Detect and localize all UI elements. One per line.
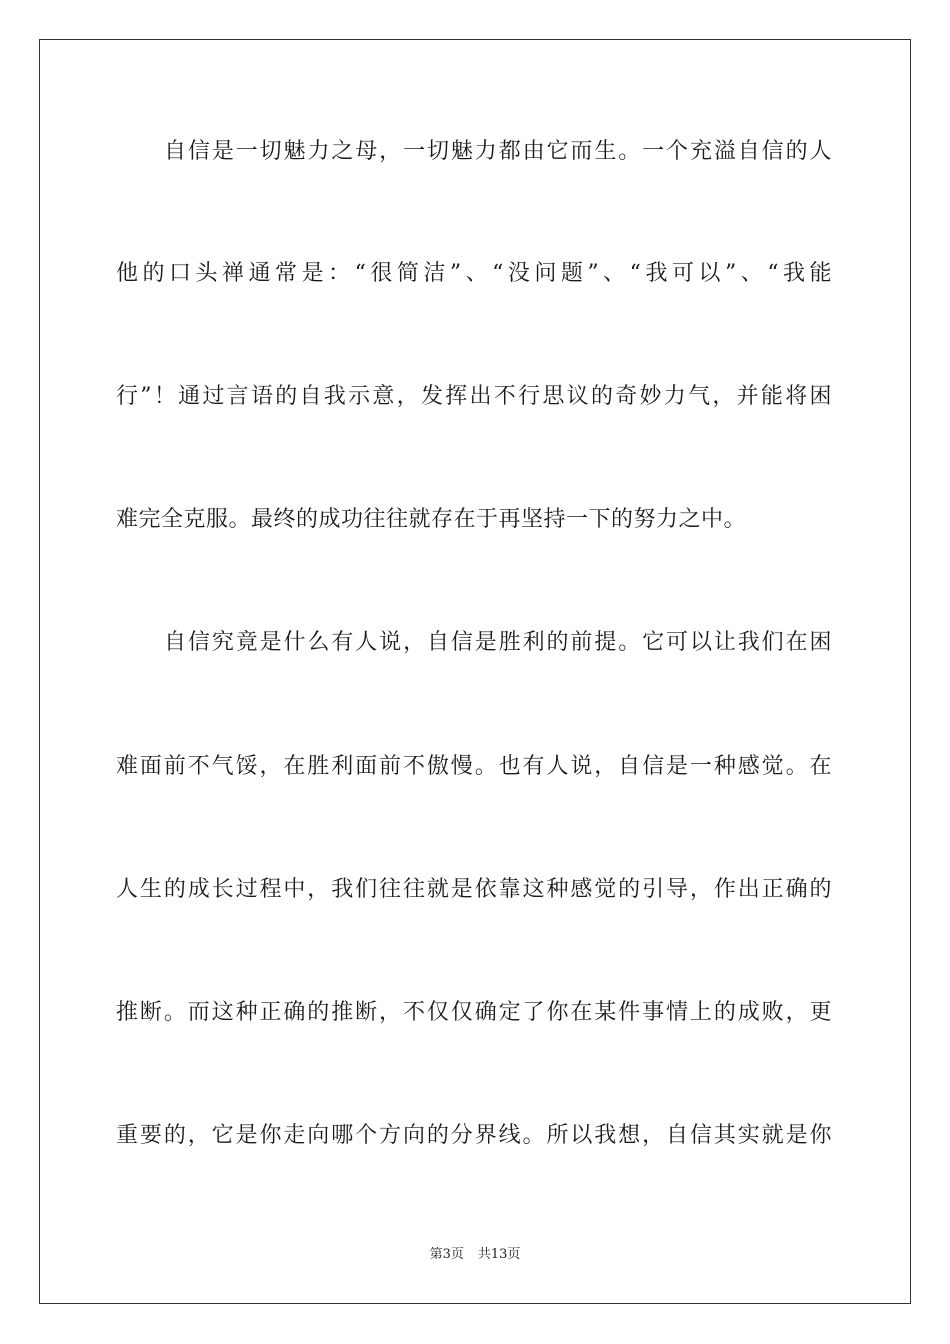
paragraph-2-line-3: 人生的成长过程中，我们往往就是依靠这种感觉的引导，作出正确的 xyxy=(116,877,832,902)
page-border xyxy=(39,39,911,1304)
paragraph-2-line-2: 难面前不气馁，在胜利面前不傲慢。也有人说，自信是一种感觉。在 xyxy=(116,754,832,779)
page-number: 第3页 xyxy=(429,1247,464,1262)
paragraph-1-line-3: 行”！通过言语的自我示意，发挥出不行思议的奇妙力气，并能将困 xyxy=(116,384,832,409)
paragraph-1-line-2: 他的口头禅通常是：“很简洁”、“没问题”、“我可以”、“我能 xyxy=(116,261,832,286)
paragraph-2-line-4: 推断。而这种正确的推断，不仅仅确定了你在某件事情上的成败，更 xyxy=(116,1000,832,1025)
paragraph-2-line-1: 自信究竟是什么有人说，自信是胜利的前提。它可以让我们在困 xyxy=(164,630,832,655)
paragraph-2-line-5: 重要的，它是你走向哪个方向的分界线。所以我想，自信其实就是你 xyxy=(116,1123,832,1148)
paragraph-1-line-4: 难完全克服。最终的成功往往就存在于再坚持一下的努力之中。 xyxy=(116,507,747,532)
paragraph-1-line-1: 自信是一切魅力之母，一切魅力都由它而生。一个充溢自信的人 xyxy=(164,139,832,164)
page-footer xyxy=(0,1246,950,1264)
page-total: 共13页 xyxy=(477,1247,521,1262)
